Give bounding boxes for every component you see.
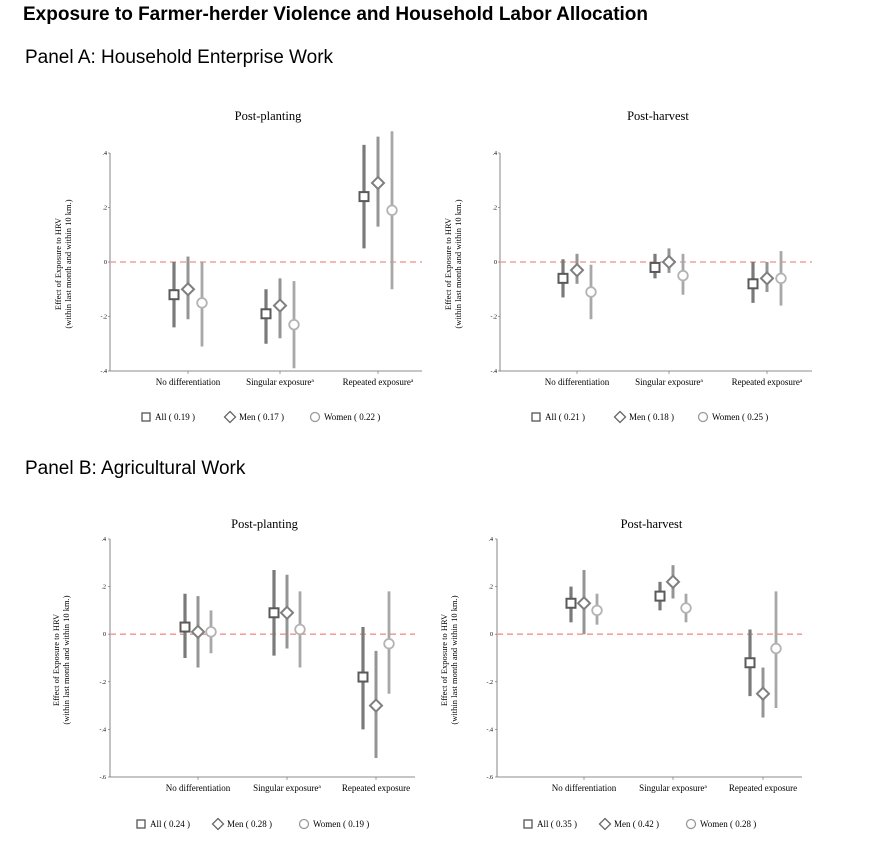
point-men	[663, 256, 675, 268]
point-all	[749, 279, 758, 288]
point-all	[746, 658, 755, 667]
legend-square-icon	[532, 413, 540, 421]
y-tick-label: .2	[488, 584, 493, 591]
point-women	[387, 205, 397, 215]
legend-circle-icon	[300, 820, 309, 829]
point-all	[270, 608, 279, 617]
point-all	[656, 592, 665, 601]
legend-diamond-icon	[600, 819, 611, 830]
y-tick-label: .2	[102, 205, 107, 212]
x-category-label: No differentiation	[551, 783, 617, 793]
y-tick-label: -.4	[490, 369, 497, 375]
x-category-label: Singular exposure$^a$	[246, 377, 314, 387]
legend-label: All ( 0.19 )	[155, 412, 195, 422]
y-tick-label: -.4	[486, 727, 493, 734]
point-all	[262, 309, 271, 318]
chart-a-post-harvest	[430, 95, 830, 440]
chart-a-post-planting	[40, 95, 440, 440]
legend-circle-icon	[687, 820, 696, 829]
point-all	[170, 290, 179, 299]
point-all	[567, 599, 576, 608]
x-category-label: No differentiation	[155, 377, 221, 387]
legend-label: All ( 0.21 )	[545, 412, 585, 422]
legend-diamond-icon	[213, 819, 224, 830]
chart-title: Post-harvest	[627, 109, 689, 123]
point-women	[681, 603, 691, 613]
y-tick-label: -.6	[486, 775, 493, 781]
point-all	[651, 263, 660, 272]
point-women	[289, 320, 299, 330]
y-axis-label: Effect of Exposure to HRV	[51, 613, 61, 707]
point-men	[274, 300, 286, 312]
y-tick-label: .2	[492, 205, 497, 212]
y-axis-label-sub: (within last month and within 10 km.)	[453, 199, 463, 329]
legend-label: Men ( 0.18 )	[629, 412, 674, 422]
y-tick-label: .4	[492, 151, 497, 157]
point-all	[559, 274, 568, 283]
y-tick-label: -.2	[486, 679, 493, 686]
legend-square-icon	[137, 820, 145, 828]
point-men	[757, 688, 769, 700]
legend-square-icon	[142, 413, 150, 421]
y-tick-label: 0	[103, 632, 106, 639]
y-axis-label-sub: (within last month and within 10 km.)	[63, 199, 73, 329]
y-tick-label: .4	[488, 537, 493, 543]
chart-title: Post-harvest	[620, 517, 683, 531]
legend-label: Women ( 0.22 )	[324, 412, 381, 422]
legend-circle-icon	[699, 413, 708, 422]
legend-circle-icon	[311, 413, 320, 422]
x-category-label: No differentiation	[544, 377, 610, 387]
legend-diamond-icon	[615, 412, 626, 423]
y-tick-label: -.4	[99, 727, 106, 734]
point-men	[761, 272, 773, 284]
chart-title: Post-planting	[231, 517, 298, 531]
x-category-label: Singular exposure$^a$	[635, 377, 703, 387]
point-women	[678, 271, 688, 281]
point-men	[571, 264, 583, 276]
point-all	[181, 623, 190, 632]
y-axis-label: Effect of Exposure to HRV	[53, 217, 63, 311]
y-tick-label: -.2	[99, 679, 106, 686]
panel-a-title: Panel A: Household Enterprise Work	[25, 47, 334, 68]
point-women	[592, 606, 602, 616]
point-women	[384, 639, 394, 649]
point-men	[192, 626, 204, 638]
legend-label: Men ( 0.17 )	[239, 412, 284, 422]
point-women	[295, 625, 305, 635]
point-women	[586, 287, 596, 297]
legend-label: Women ( 0.19 )	[313, 819, 370, 829]
point-women	[197, 298, 207, 308]
chart-b-post-harvest	[425, 505, 825, 841]
legend-label: Women ( 0.28 )	[700, 819, 757, 829]
panel-b-title: Panel B: Agricultural Work	[25, 458, 246, 479]
y-axis-label: Effect of Exposure to HRV	[443, 217, 453, 311]
legend-label: Men ( 0.42 )	[614, 819, 659, 829]
y-axis-label-sub: (within last month and within 10 km.)	[61, 595, 71, 725]
legend-label: Women ( 0.25 )	[712, 412, 769, 422]
x-category-label: Repeated exposure	[341, 783, 411, 793]
y-tick-label: 0	[104, 260, 107, 266]
y-tick-label: -.2	[100, 314, 107, 321]
point-all	[359, 673, 368, 682]
point-men	[372, 177, 384, 189]
y-axis-label-sub: (within last month and within 10 km.)	[449, 595, 459, 725]
point-women	[776, 274, 786, 284]
y-tick-label: .4	[101, 537, 106, 543]
chart-title: Post-planting	[234, 109, 302, 123]
y-axis-label: Effect of Exposure to HRV	[439, 613, 449, 707]
point-women	[771, 644, 781, 654]
y-tick-label: 0	[494, 260, 497, 266]
point-men	[578, 597, 590, 609]
y-tick-label: 0	[490, 632, 493, 639]
x-category-label: Singular exposure$^a$	[639, 783, 707, 793]
legend-diamond-icon	[225, 412, 236, 423]
x-category-label: No differentiation	[165, 783, 231, 793]
legend-label: All ( 0.35 )	[537, 819, 577, 829]
y-tick-label: -.2	[490, 314, 497, 321]
point-men	[281, 607, 293, 619]
point-men	[370, 700, 382, 712]
x-category-label: Repeated exposure	[728, 783, 798, 793]
x-category-label: Repeated exposure$^a$	[731, 377, 803, 387]
x-category-label: Repeated exposure$^a$	[342, 377, 414, 387]
legend-label: All ( 0.24 )	[150, 819, 190, 829]
page-title: Exposure to Farmer-herder Violence and Household Labor Allocation	[23, 4, 649, 25]
legend-label: Men ( 0.28 )	[227, 819, 272, 829]
chart-b-post-planting	[38, 505, 438, 841]
point-all	[360, 192, 369, 201]
legend-square-icon	[524, 820, 532, 828]
y-tick-label: -.6	[99, 775, 106, 781]
y-tick-label: .2	[101, 584, 106, 591]
x-category-label: Singular exposure$^a$	[253, 783, 321, 793]
point-women	[206, 627, 216, 637]
point-men	[667, 576, 679, 588]
point-men	[182, 283, 194, 295]
y-tick-label: .4	[102, 151, 107, 157]
y-tick-label: -.4	[100, 369, 107, 375]
